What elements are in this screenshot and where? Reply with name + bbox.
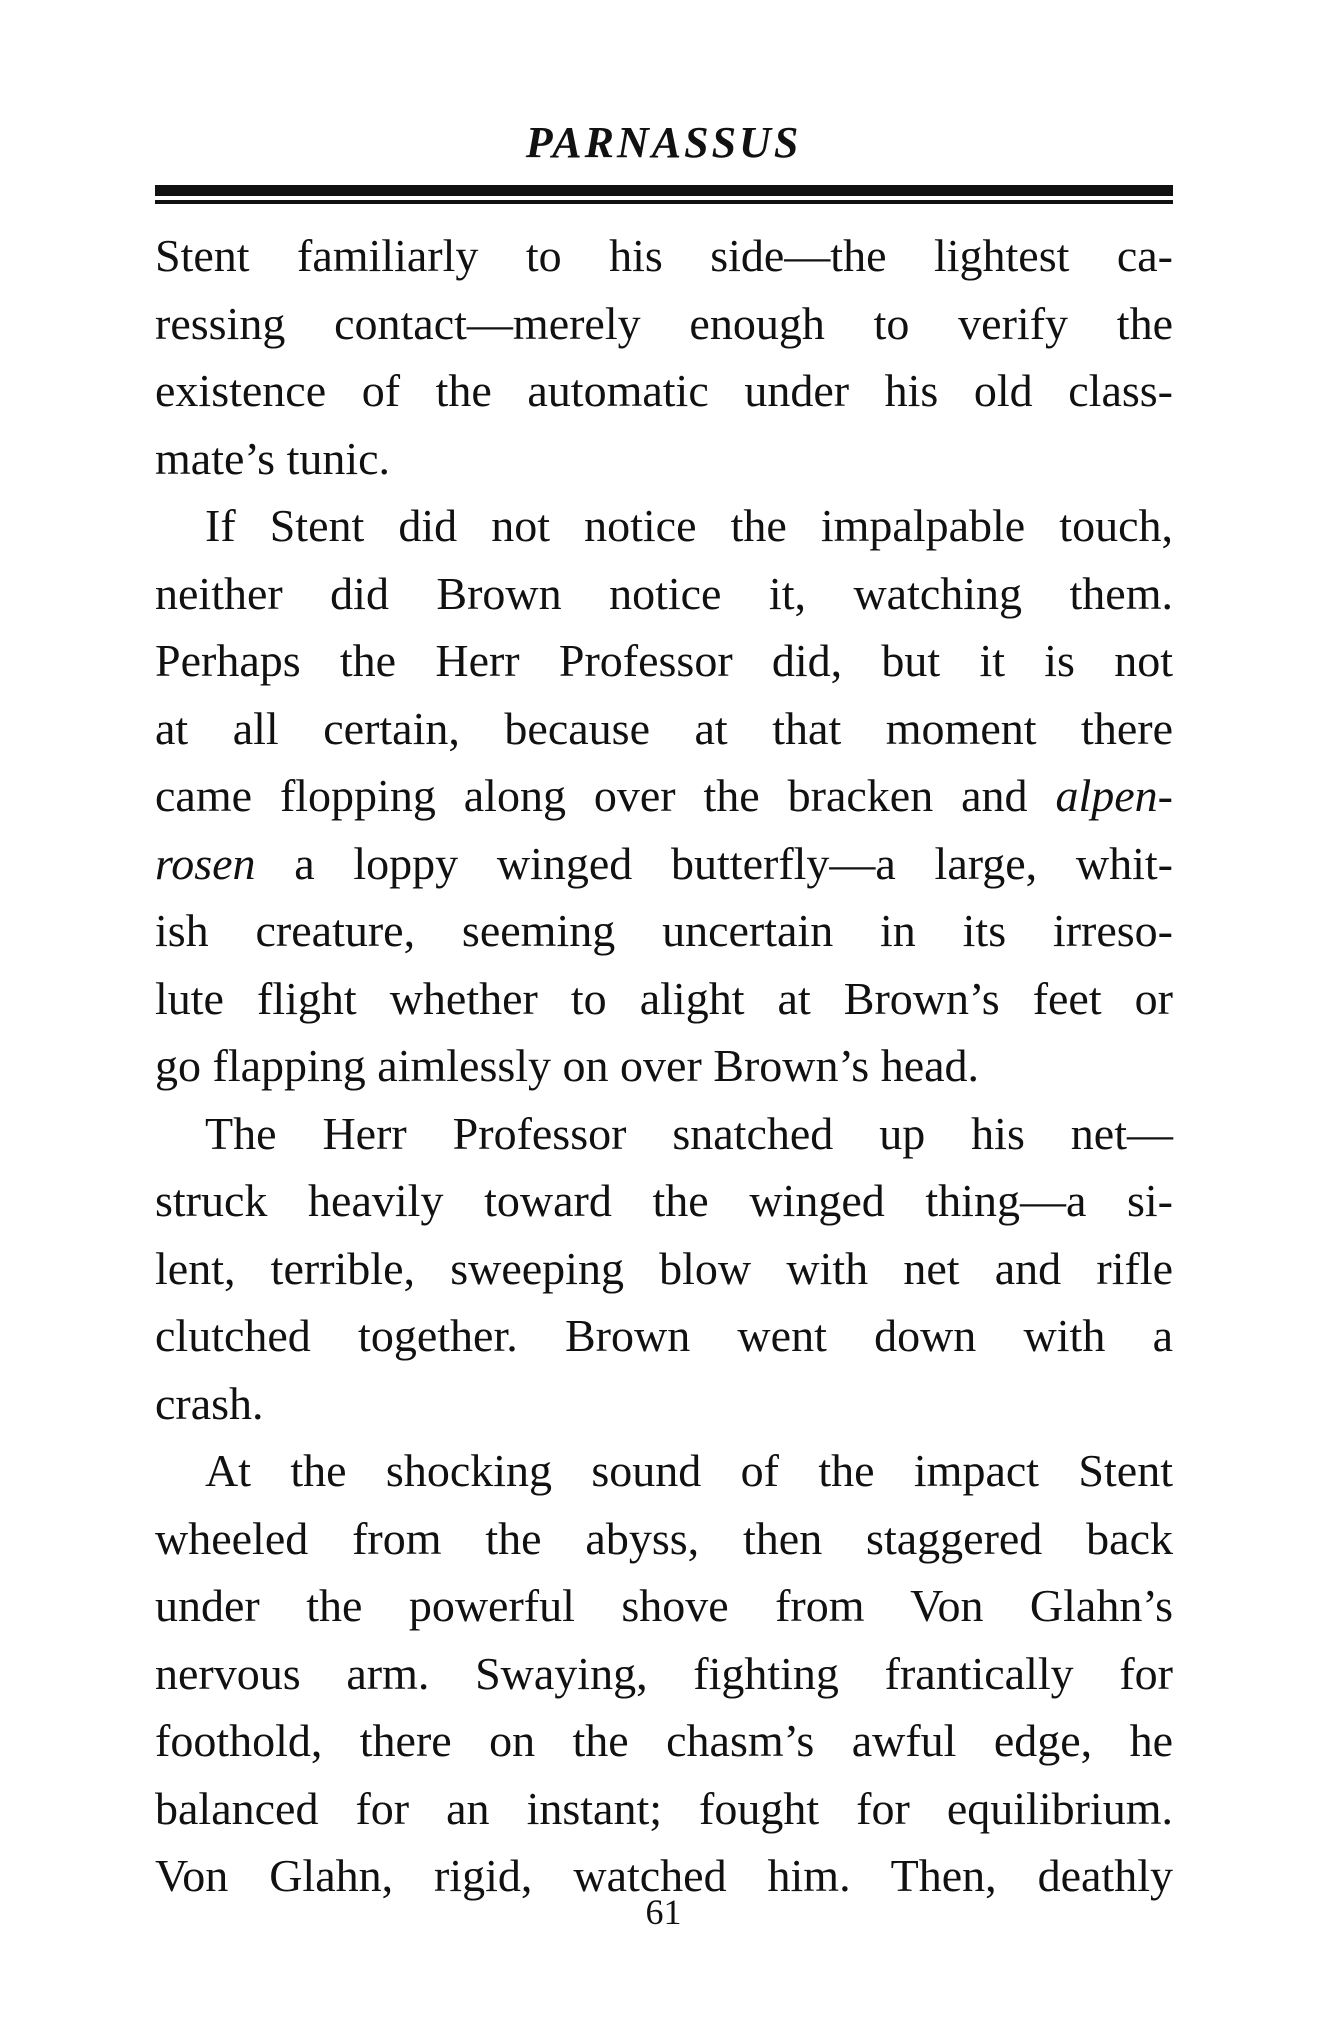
line-text: Stent familiarly to his side—the lightest ca- (155, 230, 1173, 281)
text-line (155, 357, 1173, 425)
line-text: existence of the automatic under his old class- (155, 365, 1173, 416)
text-line (155, 1640, 1173, 1708)
line-text: struck heavily toward the winged thing—a si- (155, 1175, 1173, 1226)
text-line (155, 1572, 1173, 1640)
text-line (155, 492, 1173, 560)
text-line (155, 1235, 1173, 1303)
text-line (155, 1100, 1173, 1168)
line-text: came flopping along over the bracken and (155, 770, 1056, 821)
line-text: foothold, there on the chasm’s awful edge, he (155, 1715, 1173, 1766)
line-text: Von Glahn, rigid, watched him. Then, deathly (155, 1850, 1173, 1901)
line-text: ressing contact—merely enough to verify the (155, 297, 1173, 349)
text-line (155, 1032, 1173, 1100)
line-text: clutched together. Brown went down with a (155, 1310, 1173, 1361)
text-line (155, 1775, 1173, 1843)
line-text: mate’s tunic. (155, 432, 391, 484)
text-line (155, 1437, 1173, 1505)
line-text: ish creature, seeming uncertain in its irreso- (155, 905, 1173, 956)
line-text: nervous arm. Swaying, fighting frantically for (155, 1647, 1173, 1699)
line-text: lent, terrible, sweeping blow with net and rifle (155, 1242, 1173, 1294)
line-text: go flapping aimlessly on over Brown’s head. (155, 1040, 980, 1091)
line-text: lute flight whether to alight at Brown’s feet or (155, 972, 1173, 1024)
text-line (155, 1370, 1173, 1438)
text-line (155, 560, 1173, 628)
italic-word: alpen- (1055, 770, 1173, 821)
text-line (155, 1167, 1173, 1235)
header-rule-thick (155, 185, 1173, 196)
line-text: a loppy winged butterfly—a large, whit- (255, 837, 1173, 889)
header-rule-thin (155, 200, 1173, 204)
text-line (155, 897, 1173, 965)
line-text: At the shocking sound of the impact Stent (205, 1445, 1173, 1496)
line-text: under the powerful shove from Von Glahn’s (155, 1580, 1173, 1631)
line-text: balanced for an instant; fought for equilibrium. (155, 1782, 1173, 1834)
running-head: PARNASSUS (525, 118, 802, 167)
line-text: Perhaps the Herr Professor did, but it is not (155, 635, 1173, 686)
line-text: wheeled from the abyss, then staggered back (155, 1512, 1173, 1564)
text-line (155, 425, 1173, 493)
line-text: crash. (155, 1377, 264, 1429)
text-line (155, 290, 1173, 358)
page-number: 61 (645, 1892, 682, 1932)
text-line (155, 1302, 1173, 1370)
text-line (155, 1707, 1173, 1775)
text-line (155, 627, 1173, 695)
body-text (155, 222, 1173, 1910)
text-line (155, 1505, 1173, 1573)
text-line (155, 965, 1173, 1033)
text-line (155, 830, 1173, 898)
line-text: The Herr Professor snatched up his net— (205, 1107, 1173, 1159)
italic-word: rosen (155, 837, 256, 889)
text-line (155, 695, 1173, 763)
text-line (155, 762, 1173, 830)
line-text: If Stent did not notice the impalpable touch, (205, 500, 1173, 551)
line-text: neither did Brown notice it, watching them. (155, 567, 1173, 619)
line-text: at all certain, because at that moment there (155, 702, 1173, 754)
text-line (155, 222, 1173, 290)
